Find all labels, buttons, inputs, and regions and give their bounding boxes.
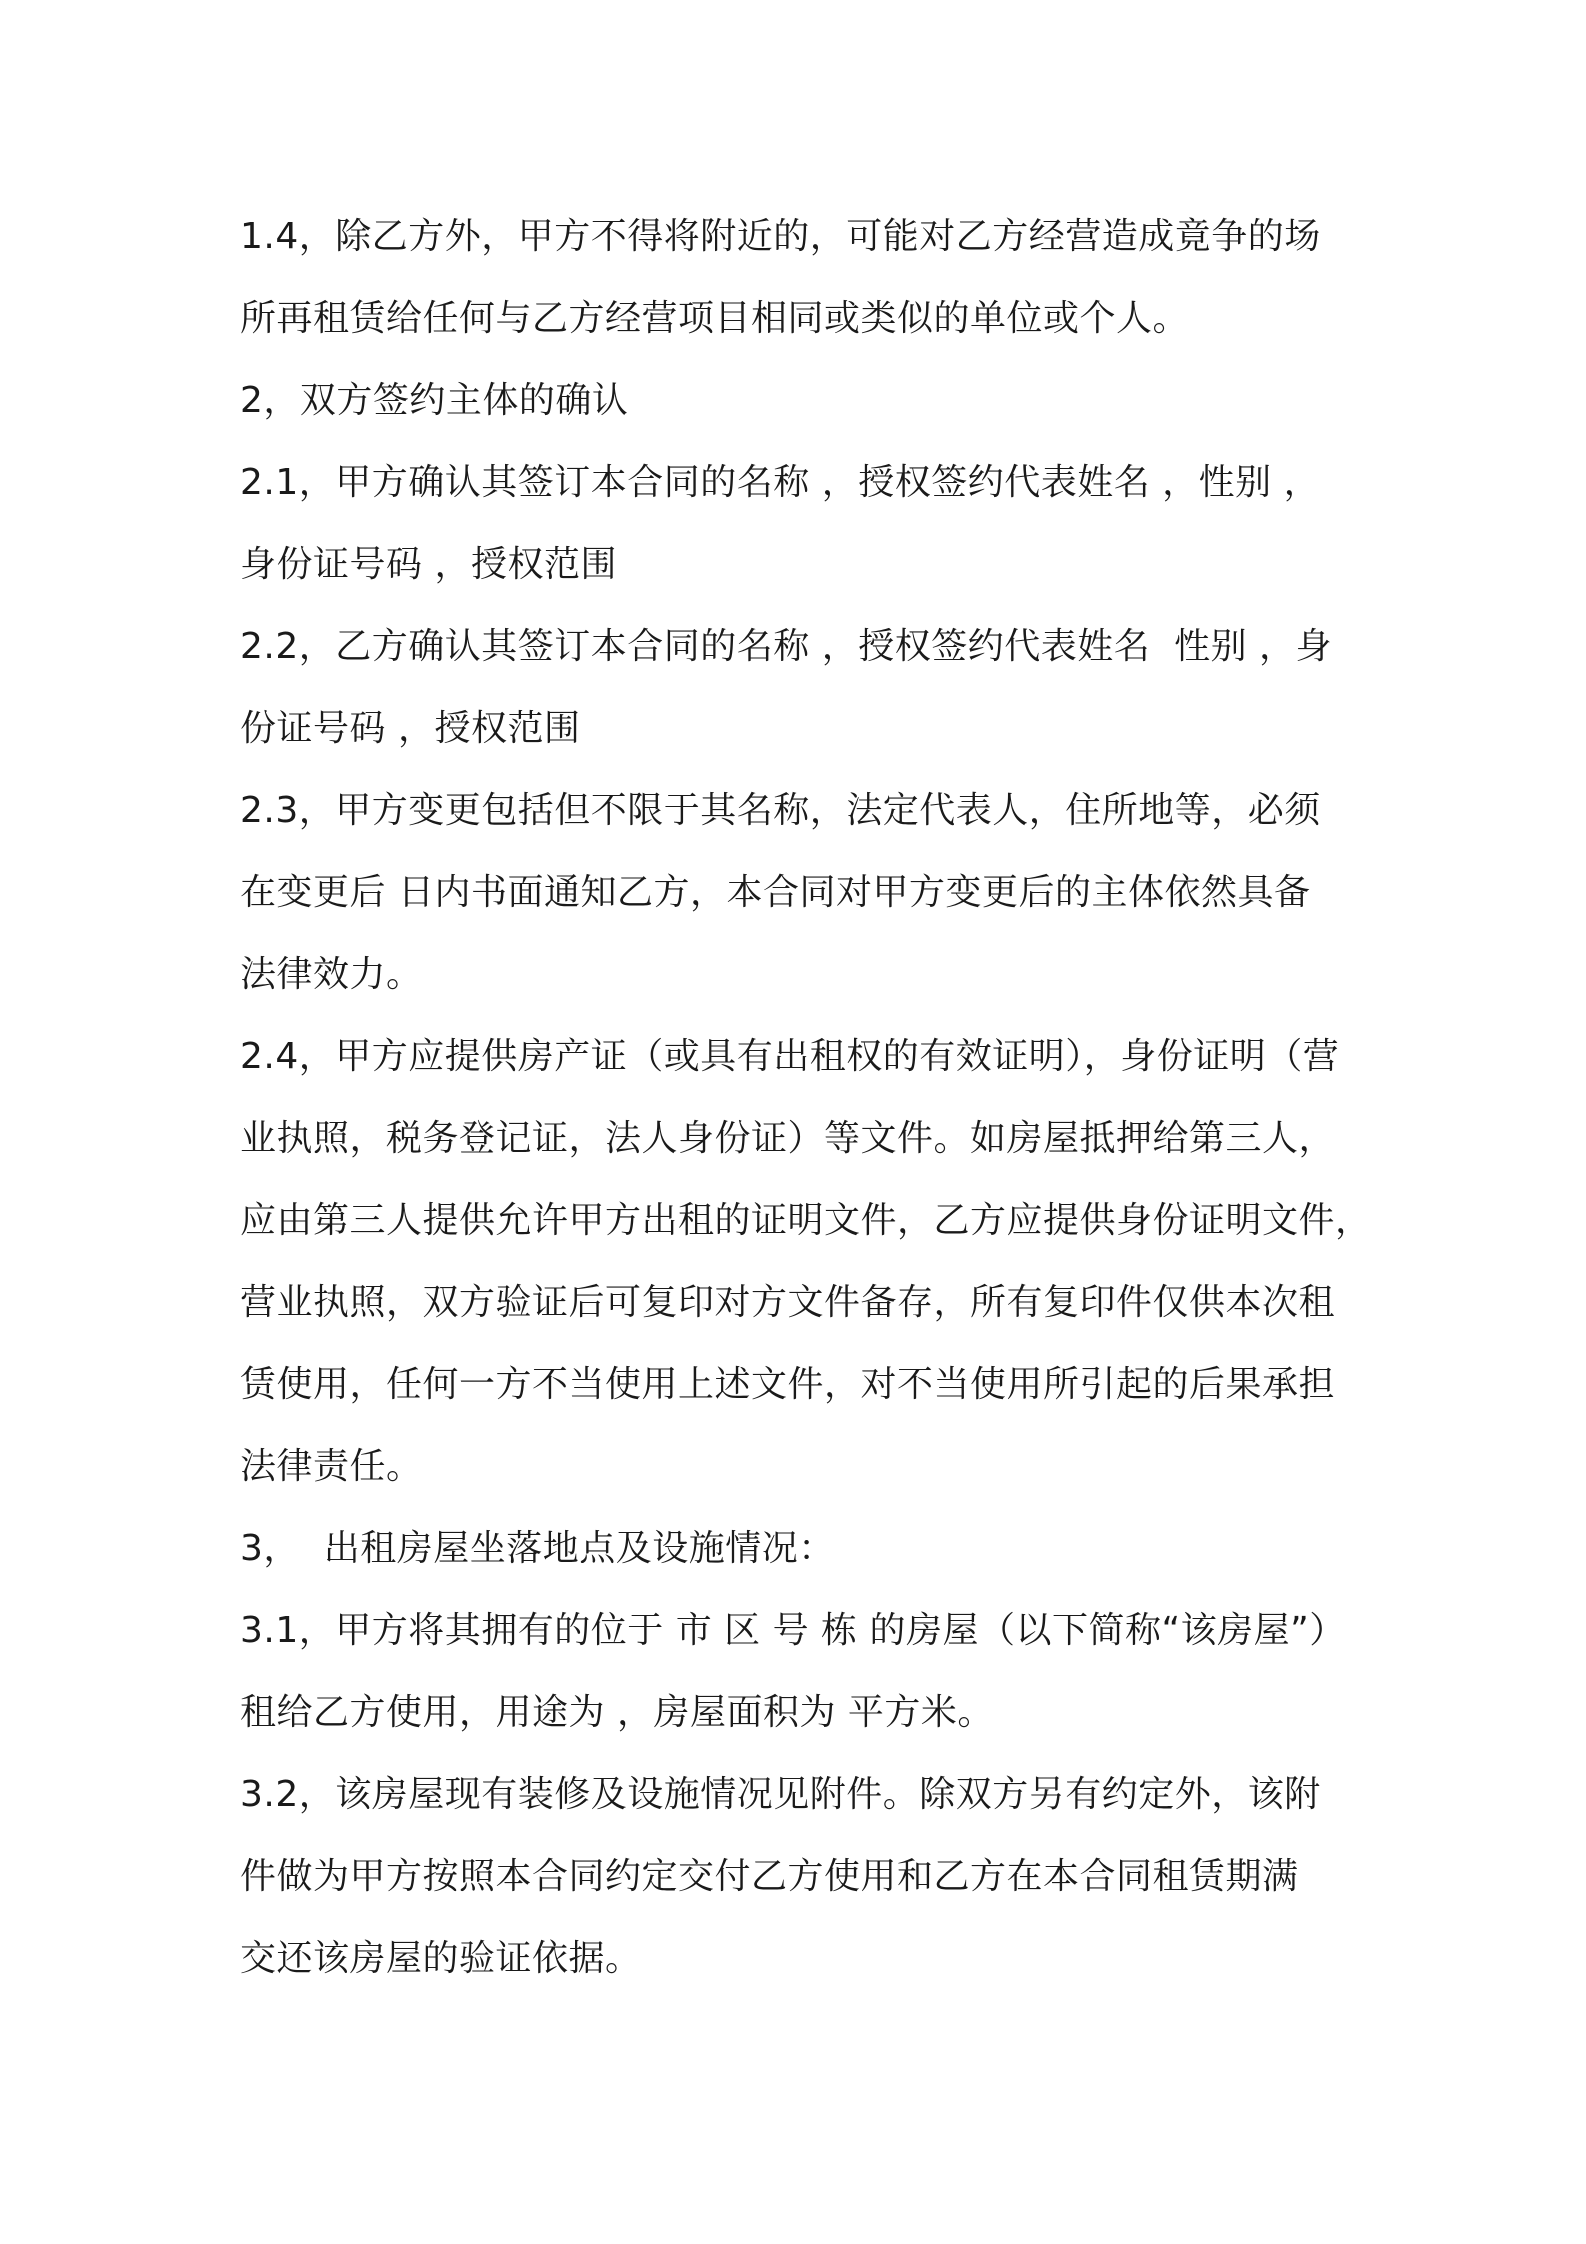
section-3-heading: 3， 出租房屋坐落地点及设施情况：: [240, 1528, 835, 1569]
clause-2-3-line-1: 2.3，甲方变更包括但不限于其名称，法定代表人，住所地等，必须: [240, 790, 1321, 831]
clause-3-2-line-2: 件做为甲方按照本合同约定交付乙方使用和乙方在本合同租赁期满: [240, 1856, 1299, 1897]
clause-2-3-line-3: 法律效力。: [240, 954, 423, 995]
clause-2-4-line-5: 赁使用，任何一方不当使用上述文件，对不当使用所引起的后果承担: [240, 1364, 1336, 1405]
clause-2-4-line-2: 业执照，税务登记证，法人身份证）等文件。如房屋抵押给第三人，: [240, 1118, 1336, 1159]
clause-3-2-line-1: 3.2，该房屋现有装修及设施情况见附件。除双方另有约定外，该附: [240, 1774, 1321, 1815]
clause-2-2-line-1: 2.2，乙方确认其签订本合同的名称 ，授权签约代表姓名 性别 ，身: [240, 626, 1333, 667]
clause-2-4-line-3: 应由第三人提供允许甲方出租的证明文件，乙方应提供身份证明文件，: [240, 1200, 1372, 1241]
clause-2-3-line-2: 在变更后 日内书面通知乙方，本合同对甲方变更后的主体依然具备: [240, 872, 1311, 913]
clause-2-1-line-1: 2.1，甲方确认其签订本合同的名称 ，授权签约代表姓名 ，性别 ，: [240, 462, 1321, 503]
clause-3-1-line-1: 3.1，甲方将其拥有的位于 市 区 号 栋 的房屋（以下简称“该房屋”）: [240, 1610, 1346, 1651]
clause-2-4-line-4: 营业执照，双方验证后可复印对方文件备存，所有复印件仅供本次租: [240, 1282, 1336, 1323]
clause-3-2-line-3: 交还该房屋的验证依据。: [240, 1938, 642, 1979]
clause-3-1-line-2: 租给乙方使用，用途为 ，房屋面积为 平方米。: [240, 1692, 994, 1733]
section-2-heading: 2，双方签约主体的确认: [240, 380, 629, 421]
clause-2-1-line-2: 身份证号码 ，授权范围: [240, 544, 617, 585]
clause-1-4-line-1: 1.4，除乙方外，甲方不得将附近的，可能对乙方经营造成竟争的场: [240, 216, 1321, 257]
clause-2-2-line-2: 份证号码 ，授权范围: [240, 708, 581, 749]
clause-2-4-line-1: 2.4，甲方应提供房产证（或具有出租权的有效证明），身份证明（营: [240, 1036, 1340, 1077]
document-body: [240, 196, 1380, 2000]
clause-2-4-line-6: 法律责任。: [240, 1446, 423, 1487]
clause-1-4-line-2: 所再租赁给任何与乙方经营项目相同或类似的单位或个人。: [240, 298, 1190, 339]
